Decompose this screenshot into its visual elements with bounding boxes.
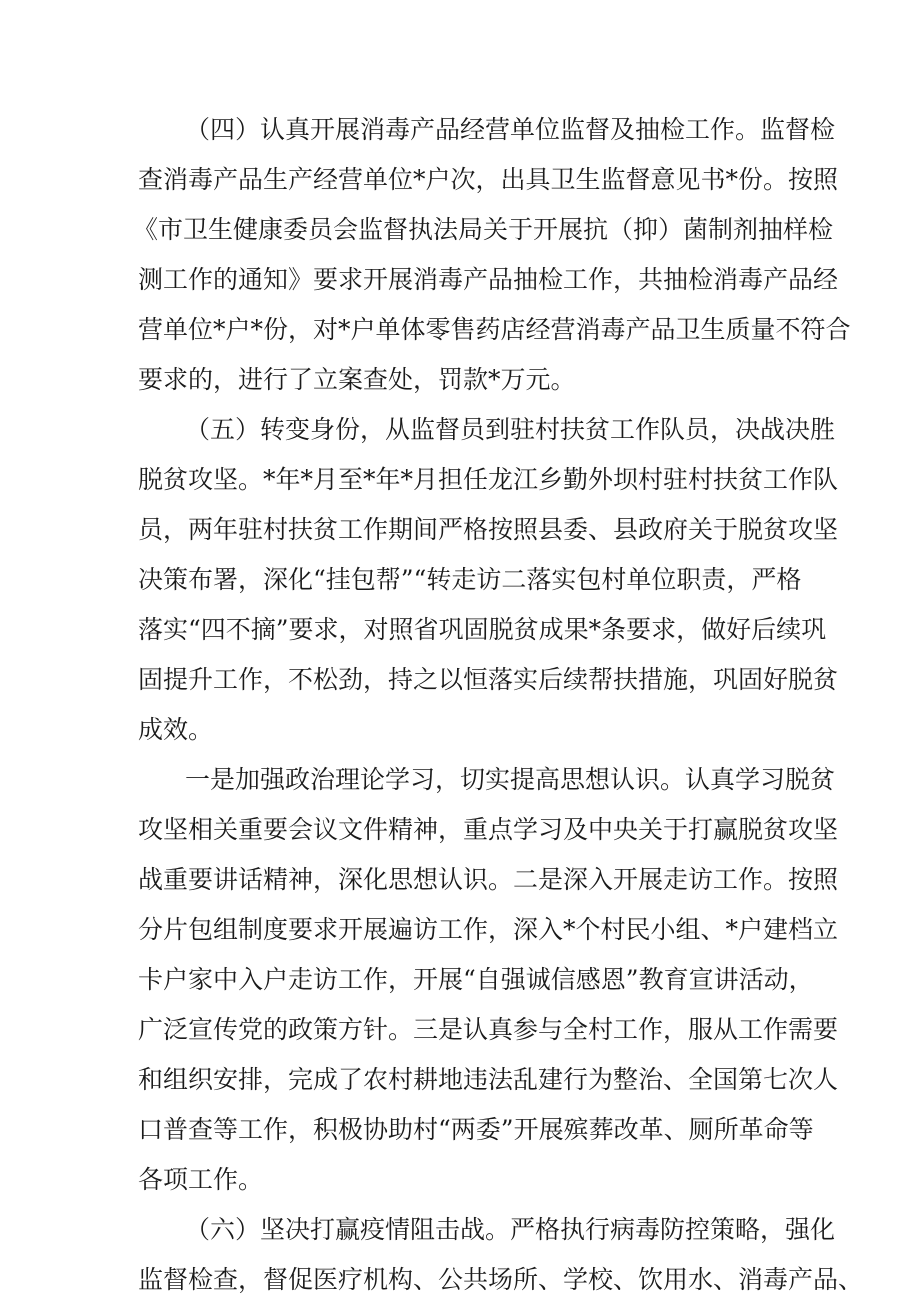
paragraph-5-line-3: 员，两年驻村扶贫工作期间严格按照县委、县政府关于脱贫攻坚 (138, 515, 839, 544)
paragraph-4-line-2: 查消毒产品生产经营单位*户次，出具卫生监督意见书*份。按照 (138, 165, 839, 194)
paragraph-detail-line-7: 和组织安排，完成了农村耕地违法乱建行为整治、全国第七次人 (138, 1065, 839, 1094)
paragraph-5-line-1: （五）转变身份，从监督员到驻村扶贫工作队员，决战决胜 (185, 415, 836, 444)
paragraph-6-line-1: （六）坚决打赢疫情阻击战。严格执行病毒防控策略，强化 (185, 1215, 836, 1244)
paragraph-detail-line-5: 卡户家中入户走访工作，开展“自强诚信感恩”教育宣讲活动， (138, 965, 814, 994)
paragraph-4-line-3: 《市卫生健康委员会监督执法局关于开展抗（抑）菌制剂抽样检 (133, 215, 834, 244)
paragraph-detail-line-9: 各项工作。 (138, 1165, 264, 1194)
paragraph-detail-line-6: 广泛宣传党的政策方针。三是认真参与全村工作，服从工作需要 (138, 1015, 839, 1044)
paragraph-4-line-4: 测工作的通知》要求开展消毒产品抽检工作，共抽检消毒产品经 (138, 265, 839, 294)
paragraph-detail-line-4: 分片包组制度要求开展遍访工作，深入*个村民小组、*户建档立 (138, 915, 839, 944)
paragraph-5-line-5: 落实“四不摘”要求，对照省巩固脱贫成果*条要求，做好后续巩 (138, 615, 827, 644)
paragraph-5-line-7: 成效。 (138, 715, 214, 744)
paragraph-detail-line-1: 一是加强政治理论学习，切实提高思想认识。认真学习脱贫 (185, 765, 836, 794)
paragraph-4-line-5: 营单位*户*份，对*户单体零售药店经营消毒产品卫生质量不符合 (138, 315, 851, 344)
paragraph-detail-line-2: 攻坚相关重要会议文件精神，重点学习及中央关于打赢脱贫攻坚 (138, 815, 839, 844)
paragraph-detail-line-8: 口普查等工作，积极协助村“两委”开展殡葬改革、厕所革命等 (138, 1115, 814, 1144)
paragraph-5-line-2: 脱贫攻坚。*年*月至*年*月担任龙江乡勤外坝村驻村扶贫工作队 (138, 465, 839, 494)
paragraph-5-line-4: 决策布署，深化“挂包帮”“转走访二落实包村单位职责，严格 (138, 565, 802, 594)
paragraph-4-line-1: （四）认真开展消毒产品经营单位监督及抽检工作。监督检 (185, 115, 836, 144)
paragraph-6-line-2: 监督检查，督促医疗机构、公共场所、学校、饮用水、消毒产品、 (138, 1265, 864, 1294)
paragraph-5-line-6: 固提升工作，不松劲，持之以恒落实后续帮扶措施，巩固好脱贫 (138, 665, 839, 694)
paragraph-detail-line-3: 战重要讲话精神，深化思想认识。二是深入开展走访工作。按照 (138, 865, 839, 894)
paragraph-4-line-6: 要求的，进行了立案查处，罚款*万元。 (138, 365, 576, 394)
